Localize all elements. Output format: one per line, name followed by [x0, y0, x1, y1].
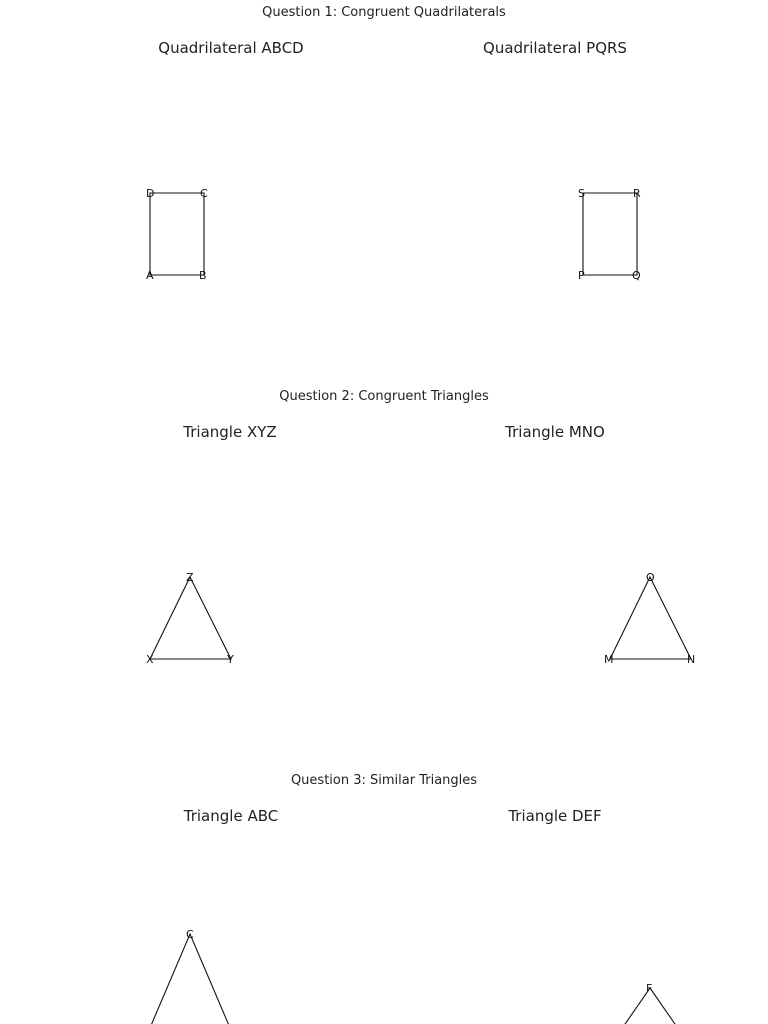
triangle-def — [590, 982, 707, 1024]
vertex-label-y: Y — [227, 653, 234, 666]
quadrilateral-abcd-title: Quadrilateral ABCD — [158, 39, 304, 57]
triangle-def-title: Triangle DEF — [508, 807, 602, 825]
triangle-xyz-shape — [150, 577, 231, 659]
vertex-label-n: N — [687, 653, 696, 666]
vertex-label-d: D — [146, 187, 155, 200]
quadrilateral-abcd-shape — [150, 193, 204, 275]
vertex-label-q: Q — [632, 269, 641, 282]
quadrilateral-pqrs-title: Quadrilateral PQRS — [483, 39, 627, 57]
vertex-label-m: M — [604, 653, 614, 666]
vertex-label-o: O — [646, 571, 655, 584]
question-2-title: Question 2: Congruent Triangles — [279, 389, 489, 404]
vertex-label-b: B — [199, 269, 207, 282]
quadrilateral-pqrs — [578, 187, 641, 282]
quadrilateral-abcd — [146, 187, 208, 282]
vertex-label-a: A — [146, 269, 154, 282]
question-1-title: Question 1: Congruent Quadrilaterals — [262, 5, 506, 20]
triangle-mno — [604, 571, 695, 666]
vertex-label-r: R — [633, 187, 641, 200]
vertex-label-def-f: F — [646, 982, 653, 995]
triangle-abc — [104, 928, 275, 1024]
vertex-label-x: X — [146, 653, 154, 666]
quadrilateral-pqrs-shape — [583, 193, 637, 275]
vertex-label-z: Z — [186, 571, 194, 584]
triangle-xyz — [146, 571, 234, 666]
vertex-label-s: S — [578, 187, 585, 200]
vertex-label-c: C — [200, 187, 208, 200]
question-3-title: Question 3: Similar Triangles — [290, 773, 478, 788]
vertex-label-p: P — [578, 269, 585, 282]
triangle-abc-shape — [109, 934, 271, 1024]
triangle-mno-shape — [610, 577, 691, 659]
triangle-mno-title: Triangle MNO — [505, 423, 605, 441]
vertex-label-abc-c: C — [186, 928, 194, 941]
triangle-abc-title: Triangle ABC — [183, 807, 279, 825]
triangle-xyz-title: Triangle XYZ — [183, 423, 277, 441]
